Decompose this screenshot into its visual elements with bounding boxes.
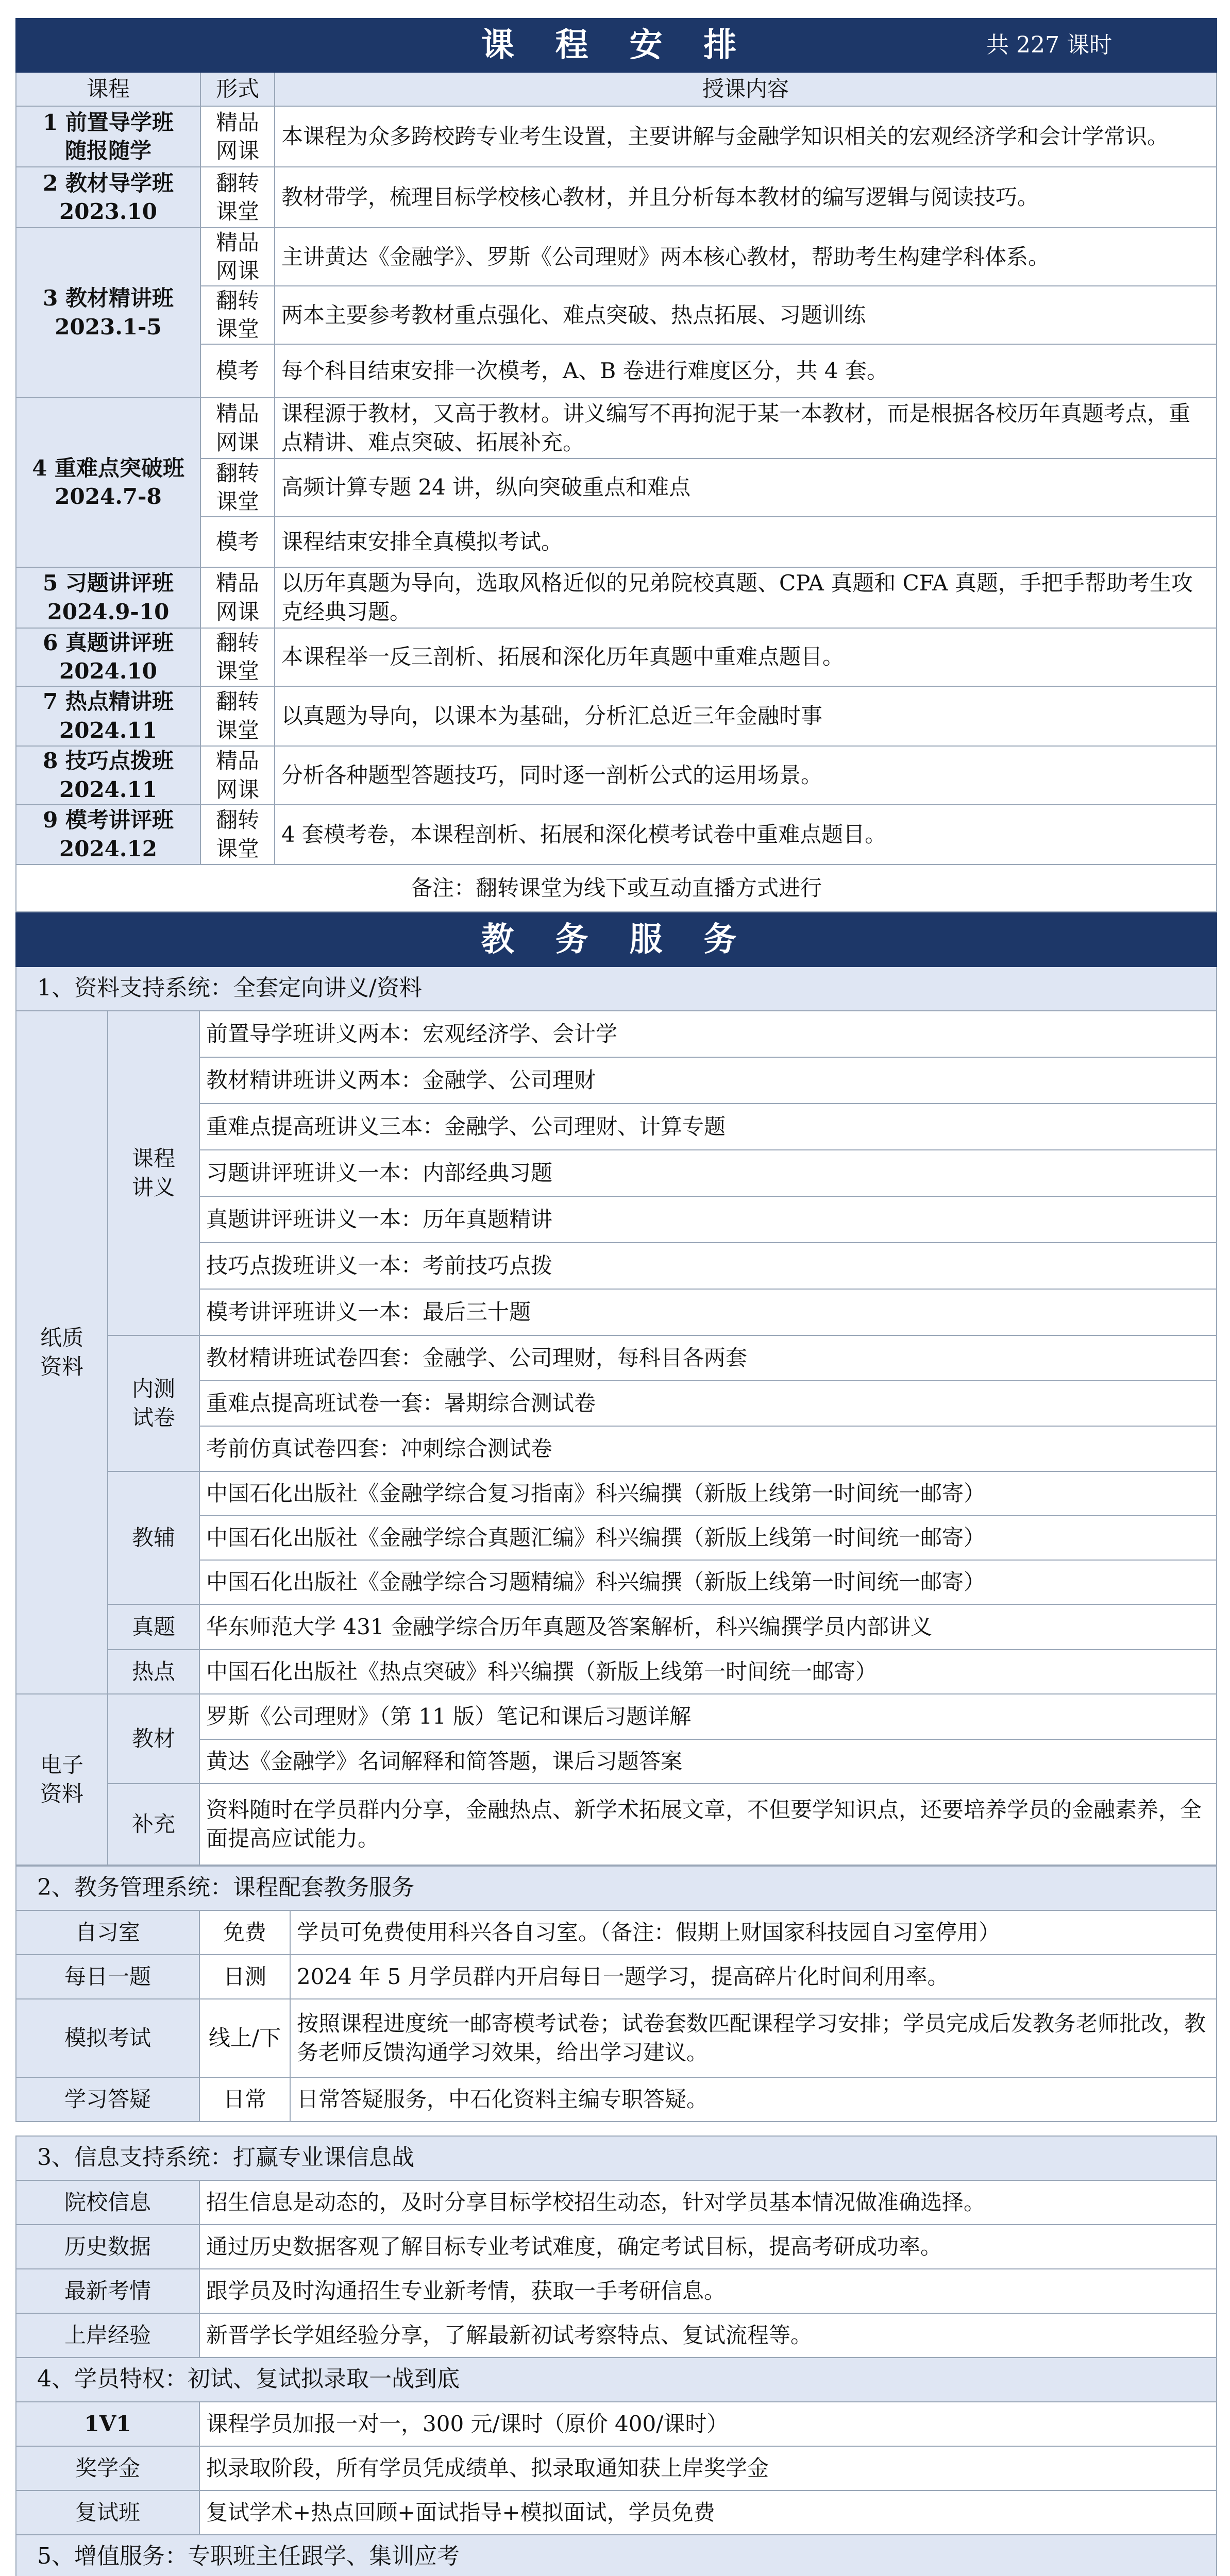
list-item: 前置导学班讲义两本：宏观经济学、会计学 <box>199 1011 1217 1057</box>
privilege-name: 奖学金 <box>16 2446 199 2490</box>
privilege-desc: 复试学术+热点回顾+面试指导+模拟面试，学员免费 <box>199 2490 1217 2535</box>
section-title: 5、增值服务：专职班主任跟学、集训应考 <box>16 2535 1217 2576</box>
schedule-title: 课 程 安 排 <box>481 26 752 64</box>
course-content: 课程源于教材，又高于教材。讲义编写不再拘泥于某一本教材，而是根据各校历年真题考点，重点精讲、难点突破、拓展补充。 <box>275 398 1217 459</box>
course-content: 高频计算专题 24 讲，纵向突破重点和难点 <box>275 459 1217 517</box>
header-content: 授课内容 <box>275 72 1217 106</box>
textbook: 教材 <box>108 1694 199 1784</box>
course-format: 翻转 课堂 <box>200 459 275 517</box>
course-format: 翻转 课堂 <box>200 167 275 228</box>
privilege-desc: 课程学员加报一对一，300 元/课时（原价 400/课时） <box>199 2402 1217 2446</box>
info-name: 最新考情 <box>16 2269 199 2313</box>
course-name: 7 热点精讲班 2024.11 <box>16 686 200 746</box>
total-hours: 共 227 课时 <box>986 32 1112 58</box>
course-content: 4 套模考卷，本课程剖析、拓展和深化模考试卷中重难点题目。 <box>275 805 1217 865</box>
course-content: 课程结束安排全真模拟考试。 <box>275 517 1217 567</box>
real-exams: 真题 <box>108 1604 199 1650</box>
list-item: 华东师范大学 431 金融学综合历年真题及答案解析，科兴编撰学员内部讲义 <box>199 1604 1217 1650</box>
services-title: 教 务 服 务 <box>481 920 752 959</box>
list-item: 中国石化出版社《热点突破》科兴编撰（新版上线第一时间统一邮寄） <box>199 1650 1217 1694</box>
course-content: 每个科目结束安排一次模考，A、B 卷进行难度区分，共 4 套。 <box>275 344 1217 398</box>
course-format: 翻转 课堂 <box>200 686 275 746</box>
list-item: 考前仿真试卷四套：冲刺综合测试卷 <box>199 1426 1217 1471</box>
list-item: 习题讲评班讲义一本：内部经典习题 <box>199 1150 1217 1196</box>
list-item: 重难点提高班试卷一套：暑期综合测试卷 <box>199 1381 1217 1426</box>
service-name: 自习室 <box>16 1910 199 1955</box>
service-type: 免费 <box>199 1910 290 1955</box>
service-type: 日测 <box>199 1955 290 1999</box>
section-title: 2、教务管理系统：课程配套教务服务 <box>16 1866 1217 1910</box>
service-name: 模拟考试 <box>16 1999 199 2077</box>
course-name: 6 真题讲评班 2024.10 <box>16 628 200 686</box>
list-item: 资料随时在学员群内分享，金融热点、新学术拓展文章，不但要学知识点，还要培养学员的金融素养，全面提高应试能力。 <box>199 1784 1217 1865</box>
course-name: 8 技巧点拨班 2024.11 <box>16 746 200 805</box>
supplement: 补充 <box>108 1784 199 1865</box>
course-format: 精品 网课 <box>200 567 275 628</box>
page <box>15 18 1216 2576</box>
info-desc: 通过历史数据客观了解目标专业考试难度，确定考试目标，提高考研成功率。 <box>199 2225 1217 2269</box>
course-format: 翻转 课堂 <box>200 628 275 686</box>
course-format: 翻转 课堂 <box>200 805 275 865</box>
list-item: 模考讲评班讲义一本：最后三十题 <box>199 1289 1217 1335</box>
list-item: 中国石化出版社《金融学综合真题汇编》科兴编撰（新版上线第一时间统一邮寄） <box>199 1516 1217 1560</box>
course-format: 精品 网课 <box>200 106 275 167</box>
course-name: 1 前置导学班 随报随学 <box>16 106 200 167</box>
course-name: 2 教材导学班 2023.10 <box>16 167 200 228</box>
hot-topics: 热点 <box>108 1650 199 1694</box>
course-name: 9 模考讲评班 2024.12 <box>16 805 200 865</box>
course-content: 两本主要参考教材重点强化、难点突破、热点拓展、习题训练 <box>275 286 1217 344</box>
section-title: 1、资料支持系统：全套定向讲义/资料 <box>16 967 1217 1011</box>
info-name: 历史数据 <box>16 2225 199 2269</box>
lecture-notes: 课程 讲义 <box>108 1011 199 1335</box>
course-name: 3 教材精讲班 2023.1-5 <box>16 228 200 398</box>
section-title: 4、学员特权：初试、复试拟录取一战到底 <box>16 2358 1217 2402</box>
aux-books: 教辅 <box>108 1471 199 1604</box>
course-content: 本课程为众多跨校跨专业考生设置，主要讲解与金融学知识相关的宏观经济学和会计学常识。 <box>275 106 1217 167</box>
service-type: 日常 <box>199 2077 290 2122</box>
paper-materials: 纸质 资料 <box>16 1011 108 1694</box>
privilege-name: 1V1 <box>16 2402 199 2446</box>
service-desc: 按照课程进度统一邮寄模考试卷；试卷套数匹配课程学习安排；学员完成后发教务老师批改，教务老师反馈沟通学习效果，给出学习建议。 <box>290 1999 1217 2077</box>
course-format: 精品 网课 <box>200 228 275 286</box>
services-table-3 <box>15 2136 1217 2576</box>
test-papers: 内测 试卷 <box>108 1335 199 1471</box>
list-item: 中国石化出版社《金融学综合复习指南》科兴编撰（新版上线第一时间统一邮寄） <box>199 1471 1217 1516</box>
course-name: 4 重难点突破班 2024.7-8 <box>16 398 200 567</box>
course-format: 模考 <box>200 517 275 567</box>
course-format: 模考 <box>200 344 275 398</box>
privilege-name: 复试班 <box>16 2490 199 2535</box>
list-item: 教材精讲班讲义两本：金融学、公司理财 <box>199 1057 1217 1104</box>
list-item: 中国石化出版社《金融学综合习题精编》科兴编撰（新版上线第一时间统一邮寄） <box>199 1560 1217 1604</box>
list-item: 教材精讲班试卷四套：金融学、公司理财，每科目各两套 <box>199 1335 1217 1381</box>
info-desc: 招生信息是动态的，及时分享目标学校招生动态，针对学员基本情况做准确选择。 <box>199 2180 1217 2225</box>
header-course: 课程 <box>16 72 200 106</box>
services-table-2 <box>15 1866 1217 2136</box>
section-title: 3、信息支持系统：打赢专业课信息战 <box>16 2136 1217 2180</box>
info-name: 上岸经验 <box>16 2313 199 2358</box>
privilege-desc: 拟录取阶段，所有学员凭成绩单、拟录取通知获上岸奖学金 <box>199 2446 1217 2490</box>
course-format: 精品 网课 <box>200 398 275 459</box>
course-content: 主讲黄达《金融学》、罗斯《公司理财》两本核心教材，帮助考生构建学科体系。 <box>275 228 1217 286</box>
info-name: 院校信息 <box>16 2180 199 2225</box>
service-type: 线上/下 <box>199 1999 290 2077</box>
list-item: 技巧点拨班讲义一本：考前技巧点拨 <box>199 1243 1217 1289</box>
info-desc: 新晋学长学姐经验分享，了解最新初试考察特点、复试流程等。 <box>199 2313 1217 2358</box>
schedule-note: 备注：翻转课堂为线下或互动直播方式进行 <box>16 865 1217 912</box>
course-name: 5 习题讲评班 2024.9-10 <box>16 567 200 628</box>
list-item: 真题讲评班讲义一本：历年真题精讲 <box>199 1196 1217 1243</box>
schedule-table <box>15 18 1217 912</box>
service-name: 每日一题 <box>16 1955 199 1999</box>
info-desc: 跟学员及时沟通招生专业新考情，获取一手考研信息。 <box>199 2269 1217 2313</box>
list-item: 黄达《金融学》名词解释和简答题，课后习题答案 <box>199 1739 1217 1784</box>
service-desc: 2024 年 5 月学员群内开启每日一题学习，提高碎片化时间利用率。 <box>290 1955 1217 1999</box>
list-item: 罗斯《公司理财》（第 11 版）笔记和课后习题详解 <box>199 1694 1217 1739</box>
course-content: 以真题为导向，以课本为基础，分析汇总近三年金融时事 <box>275 686 1217 746</box>
list-item: 重难点提高班讲义三本：金融学、公司理财、计算专题 <box>199 1104 1217 1150</box>
course-format: 翻转 课堂 <box>200 286 275 344</box>
course-content: 以历年真题为导向，选取风格近似的兄弟院校真题、CPA 真题和 CFA 真题，手把手帮助考生攻克经典习题。 <box>275 567 1217 628</box>
course-content: 教材带学，梳理目标学校核心教材，并且分析每本教材的编写逻辑与阅读技巧。 <box>275 167 1217 228</box>
header-format: 形式 <box>200 72 275 106</box>
service-name: 学习答疑 <box>16 2077 199 2122</box>
course-content: 分析各种题型答题技巧，同时逐一剖析公式的运用场景。 <box>275 746 1217 805</box>
service-desc: 日常答疑服务，中石化资料主编专职答疑。 <box>290 2077 1217 2122</box>
course-content: 本课程举一反三剖析、拓展和深化历年真题中重难点题目。 <box>275 628 1217 686</box>
service-desc: 学员可免费使用科兴各自习室。（备注：假期上财国家科技园自习室停用） <box>290 1910 1217 1955</box>
services-table <box>15 912 1217 1866</box>
course-format: 精品 网课 <box>200 746 275 805</box>
electronic-materials: 电子 资料 <box>16 1694 108 1865</box>
